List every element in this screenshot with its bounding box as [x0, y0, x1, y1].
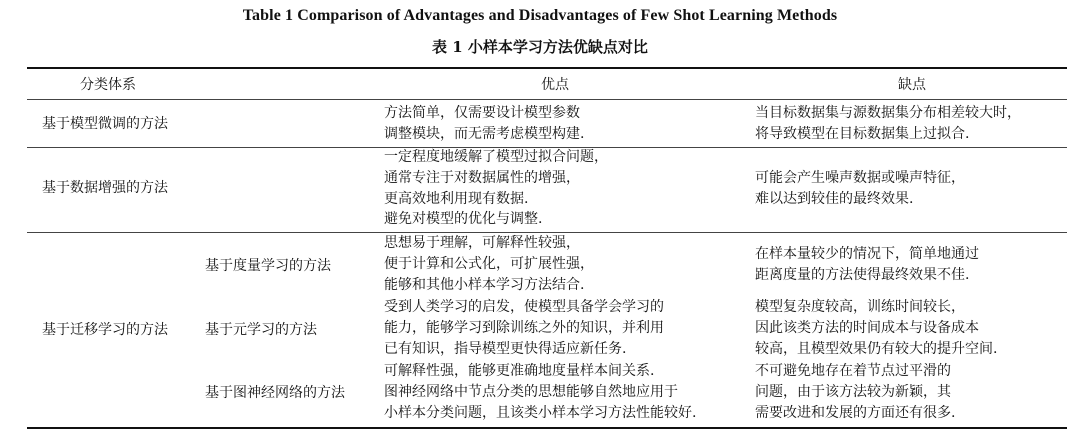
- row-finetune-name: 基于模型微调的方法: [42, 116, 168, 132]
- cons-line: 在样本量较少的情况下，简单地通过: [755, 246, 979, 262]
- pros-line: 受到人类学习的启发，使模型具备学会学习的: [384, 299, 664, 315]
- table-top-rule: [27, 67, 1067, 69]
- pros-line: 避免对模型的优化与调整.: [384, 211, 543, 227]
- pros-line: 能够和其他小样本学习方法结合.: [384, 277, 585, 293]
- pros-line: 一定程度地缓解了模型过拟合问题，: [384, 149, 608, 165]
- cons-line: 因此该类方法的时间成本与设备成本: [755, 320, 979, 336]
- pros-line: 通常专注于对数据属性的增强，: [384, 170, 580, 186]
- pros-line: 小样本分类问题，且该类小样本学习方法性能较好.: [384, 405, 697, 421]
- row-gnn-name: 基于图神经网络的方法: [205, 385, 345, 401]
- table-caption-chinese: 表 1 小样本学习方法优缺点对比: [432, 38, 648, 56]
- cons-line: 难以达到较佳的最终效果.: [755, 191, 914, 207]
- row-transfer-name: 基于迁移学习的方法: [42, 322, 168, 338]
- header-pros: 优点: [541, 77, 569, 93]
- pros-line: 图神经网络中节点分类的思想能够自然地应用于: [384, 384, 678, 400]
- header-rule: [27, 99, 1067, 100]
- table-caption-english: Table 1 Comparison of Advantages and Disadvantages of Few Shot Learning Methods: [242, 7, 838, 24]
- cons-line: 将导致模型在目标数据集上过拟合.: [755, 126, 970, 142]
- table-bottom-rule: [27, 427, 1067, 429]
- cons-line: 不可避免地存在着节点过平滑的: [755, 363, 951, 379]
- pros-line: 思想易于理解，可解释性较强，: [384, 235, 580, 251]
- cons-line: 距离度量的方法使得最终效果不佳.: [755, 267, 970, 283]
- header-cons: 缺点: [898, 77, 926, 93]
- pros-line: 方法简单，仅需要设计模型参数: [384, 105, 580, 121]
- pros-line: 便于计算和公式化，可扩展性强，: [384, 256, 594, 272]
- cons-line: 问题，由于该方法较为新颖，其: [755, 384, 951, 400]
- cons-line: 较高，且模型效果仍有较大的提升空间.: [755, 341, 998, 357]
- pros-line: 能力，能够学习到除训练之外的知识，并利用: [384, 320, 664, 336]
- cons-line: 模型复杂度较高，训练时间较长，: [755, 299, 965, 315]
- pros-line: 已有知识，指导模型更快得适应新任务.: [384, 341, 627, 357]
- row-metric-name: 基于度量学习的方法: [205, 258, 331, 274]
- cons-line: 可能会产生噪声数据或噪声特征，: [755, 170, 965, 186]
- cons-line: 需要改进和发展的方面还有很多.: [755, 405, 956, 421]
- row-augment-name: 基于数据增强的方法: [42, 180, 168, 196]
- pros-line: 可解释性强，能够更准确地度量样本间关系.: [384, 363, 655, 379]
- row-meta-name: 基于元学习的方法: [205, 322, 317, 338]
- header-system: 分类体系: [80, 77, 136, 93]
- pros-line: 调整模块，而无需考虑模型构建.: [384, 126, 585, 142]
- cons-line: 当目标数据集与源数据集分布相差较大时，: [755, 105, 1021, 121]
- pros-line: 更高效地利用现有数据.: [384, 191, 529, 207]
